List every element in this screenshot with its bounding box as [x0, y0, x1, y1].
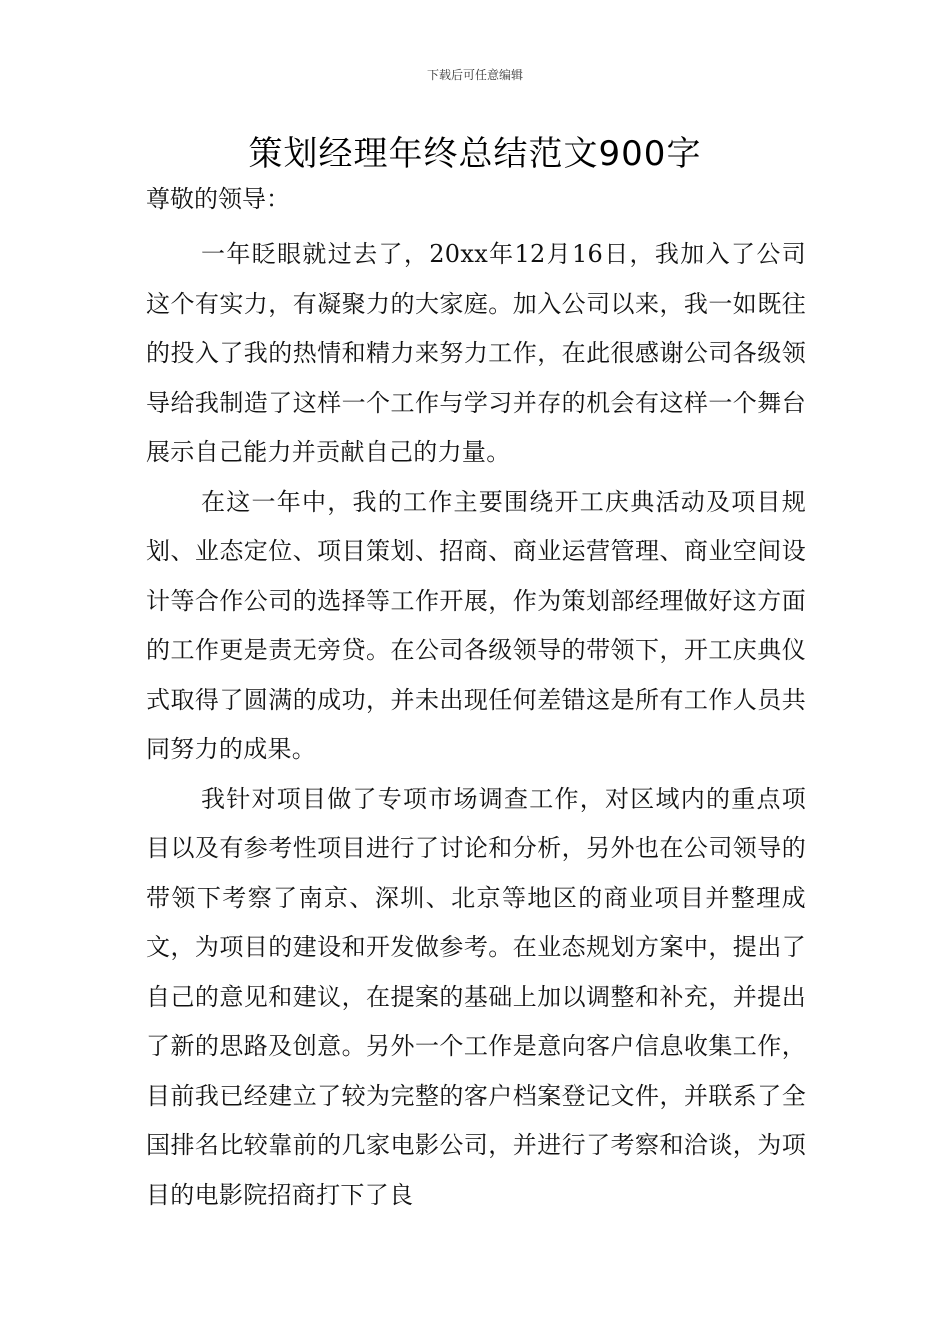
salutation: 尊敬的领导：	[146, 185, 290, 213]
header-note: 下载后可任意编辑	[426, 68, 523, 82]
document-body	[146, 230, 806, 1220]
paragraph-1: 一年眨眼就过去了，20xx年12月16日，我加入了公司这个有实力，有凝聚力的大家庭。加入公司以来，我一如既往的投入了我的热情和精力来努力工作，在此很感谢公司各级领导给我制造了这样一个工作与学习并存的机会有这样一个舞台展示自己能力并贡献自己的力量。	[146, 240, 806, 466]
document-title: 策划经理年终总结范文900字	[248, 134, 702, 174]
paragraph-3: 我针对项目做了专项市场调查工作，对区域内的重点项目以及有参考性项目进行了讨论和分析，另外也在公司领导的带领下考察了南京、深圳、北京等地区的商业项目并整理成文，为项目的建设和开发做参考。在业态规划方案中，提出了自己的意见和建议，在提案的基础上加以调整和补充，并提出了新的思路及创意。另外一个工作是意向客户信息收集工作，目前我已经建立了较为完整的客户档案登记文件，并联系了全国排名比较靠前的几家电影公司，并进行了考察和洽谈，为项目的电影院招商打下了良	[146, 784, 806, 1209]
paragraph-2: 在这一年中，我的工作主要围绕开工庆典活动及项目规划、业态定位、项目策划、招商、商业运营管理、商业空间设计等合作公司的选择等工作开展，作为策划部经理做好这方面的工作更是责无旁贷。在公司各级领导的带领下，开工庆典仪式取得了圆满的成功，并未出现任何差错这是所有工作人员共同努力的成果。	[146, 487, 806, 763]
